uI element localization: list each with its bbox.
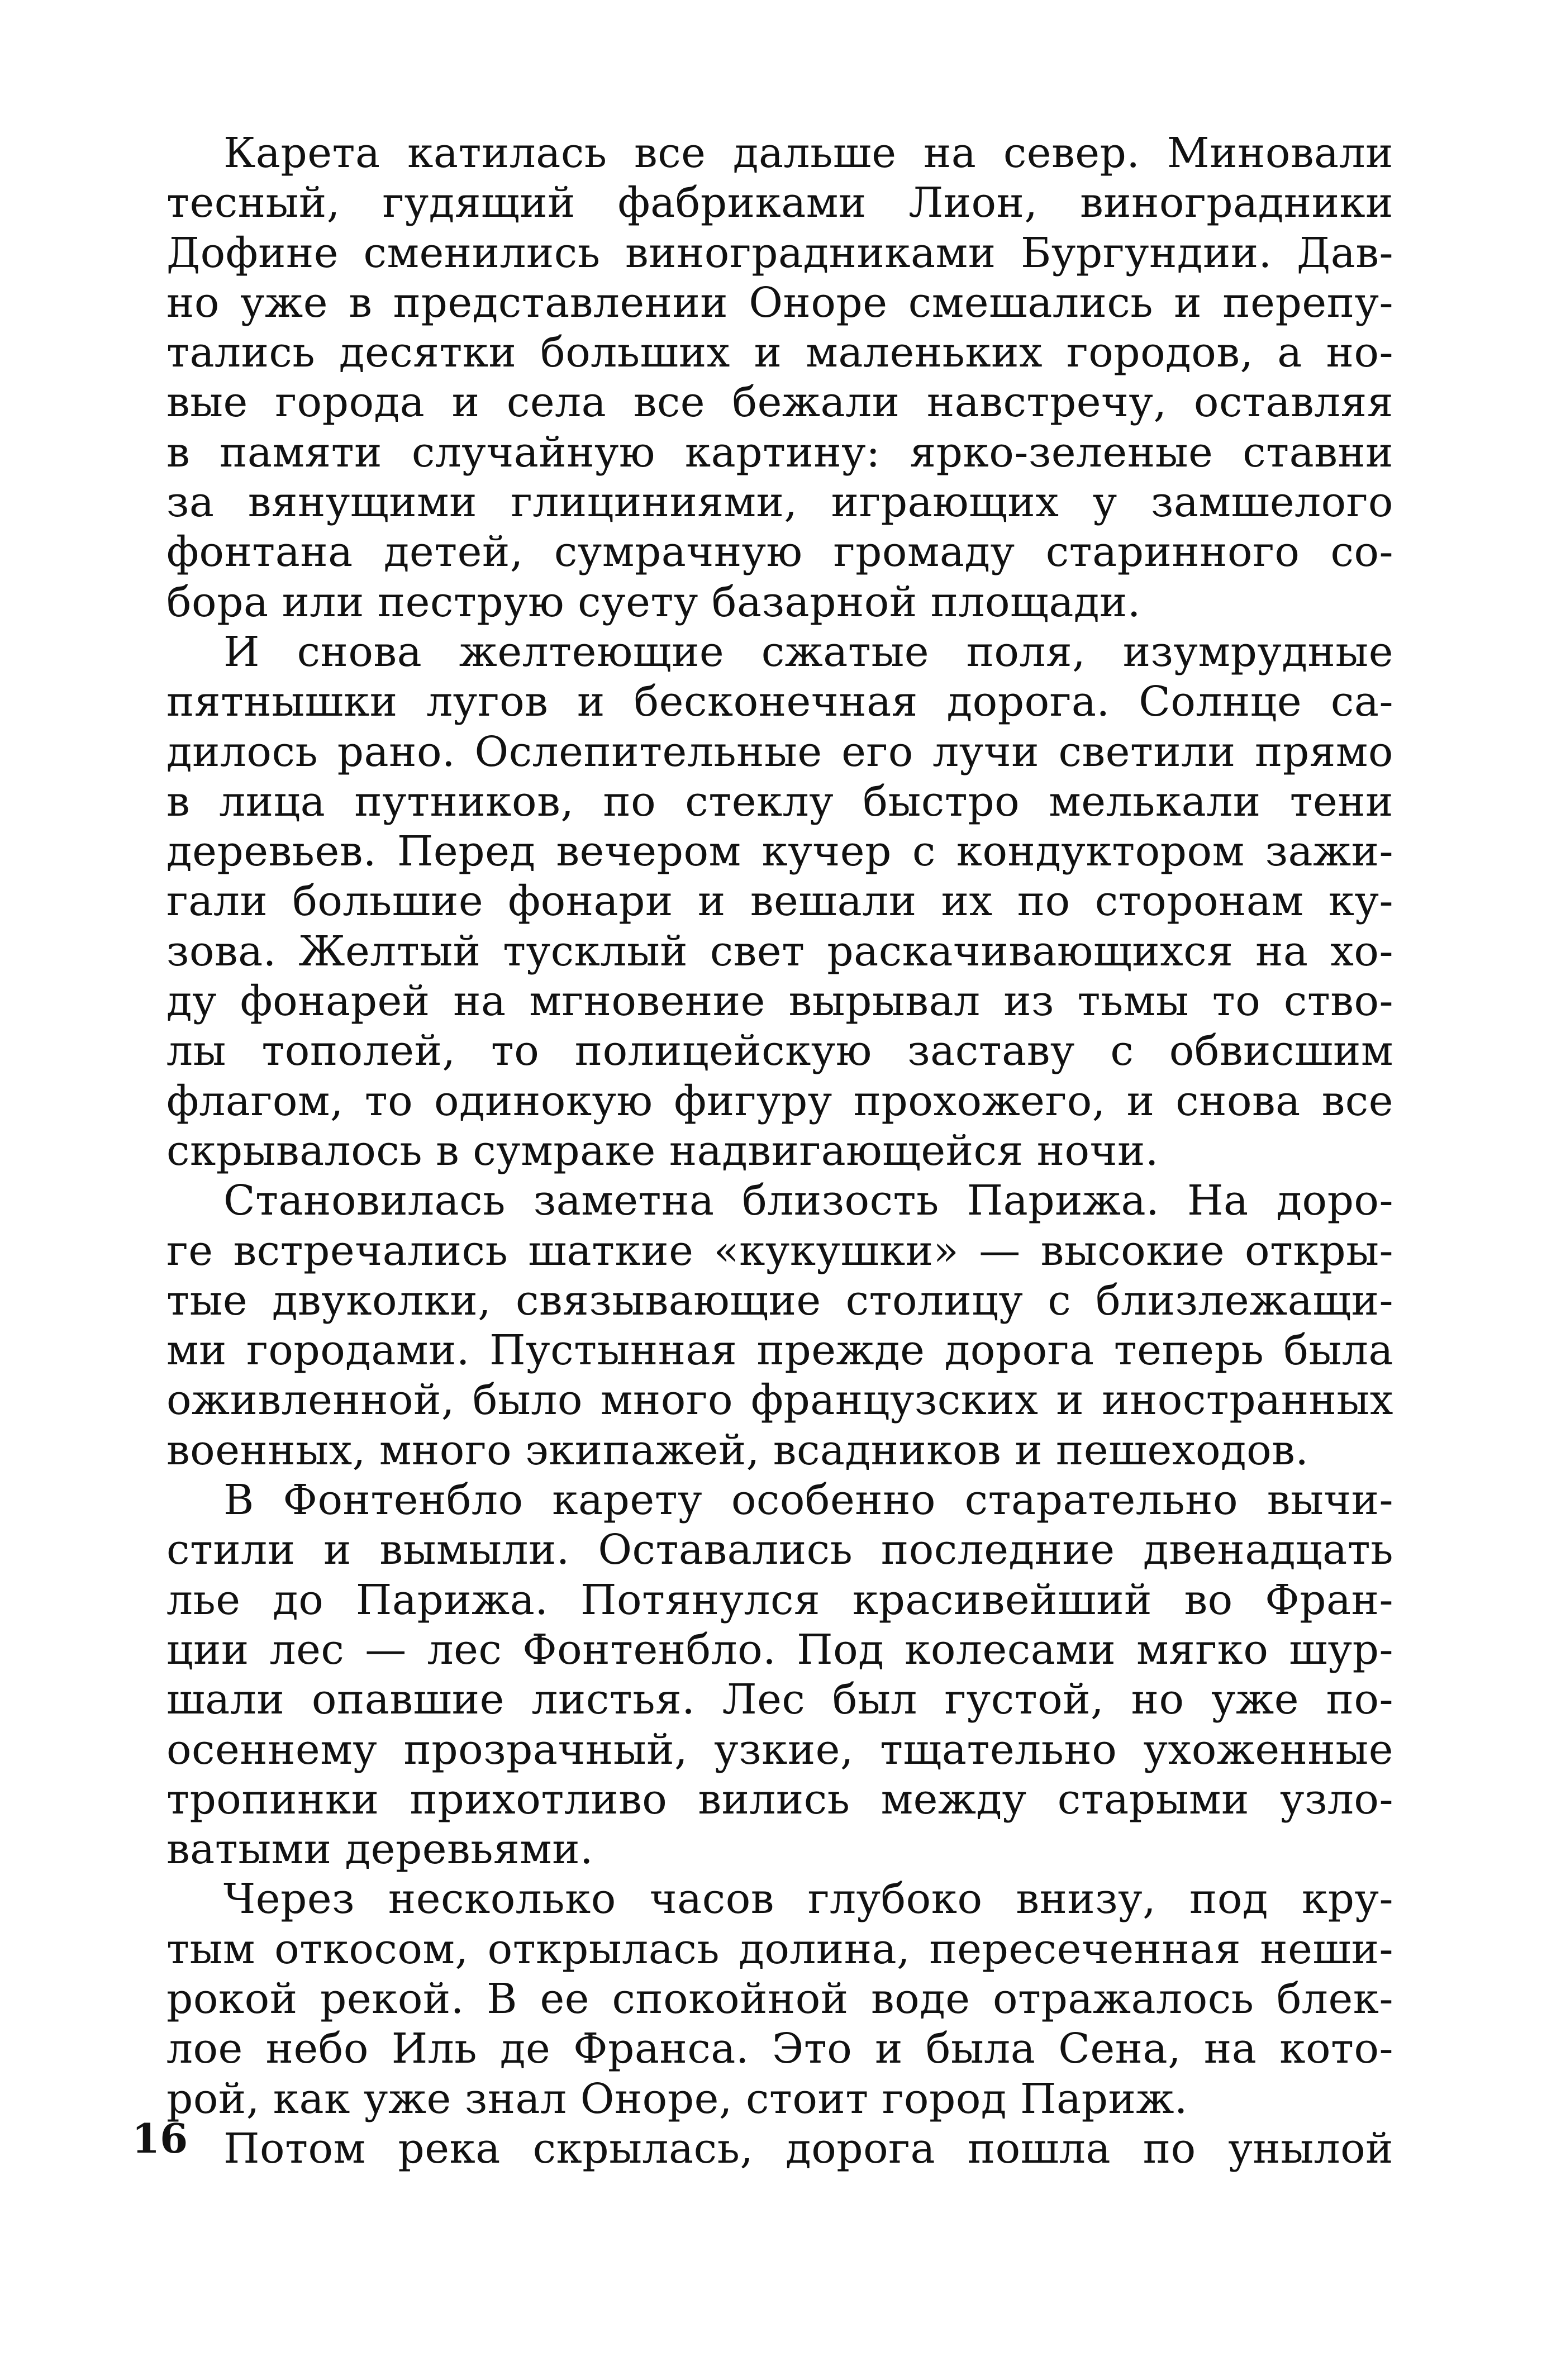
text-line: ге встречались шаткие «кукушки» — высокие откры-	[166, 1226, 1393, 1275]
text-line: тым откосом, открылась долина, пересеченная неши-	[166, 1925, 1393, 1973]
text-line: ми городами. Пустынная прежде дорога теперь была	[166, 1326, 1393, 1375]
text-line: осеннему прозрачный, узкие, тщательно ухоженные	[166, 1725, 1393, 1774]
text-line: флагом, то одинокую фигуру прохожего, и снова все	[166, 1077, 1393, 1125]
text-line: фонтана детей, сумрачную громаду старинного со-	[166, 528, 1393, 577]
text-line: Потом река скрылась, дорога пошла по унылой	[223, 2124, 1393, 2173]
text-line: лы тополей, то полицейскую заставу с обвисшим	[166, 1027, 1393, 1075]
text-line: в лица путников, по стеклу быстро мелькали тени	[166, 777, 1393, 826]
text-line: гали большие фонари и вешали их по сторонам ку-	[166, 877, 1393, 926]
text-line: ватыми деревьями.	[166, 1825, 594, 1874]
page-number: 16	[132, 2115, 188, 2162]
text-line: зова. Желтый тусклый свет раскачивающихся на хо-	[166, 927, 1393, 975]
text-line: тые двуколки, связывающие столицу с близлежащи-	[166, 1276, 1393, 1325]
text-line: тропинки прихотливо вились между старыми узло-	[166, 1775, 1393, 1824]
text-line: В Фонтенбло карету особенно старательно вычи-	[223, 1476, 1393, 1525]
text-line: тесный, гудящий фабриками Лион, виноградники	[166, 179, 1393, 227]
text-line: ду фонарей на мгновение вырывал из тьмы то ство-	[166, 977, 1393, 1026]
text-line: военных, много экипажей, всадников и пешеходов.	[166, 1426, 1309, 1474]
text-line: Дофине сменились виноградниками Бургундии. Дав-	[166, 229, 1393, 277]
text-line: лое небо Иль де Франса. Это и была Сена, на кото-	[166, 2025, 1393, 2073]
text-line: оживленной, было много французских и иностранных	[166, 1376, 1393, 1425]
text-line: шали опавшие листья. Лес был густой, но уже по-	[166, 1675, 1393, 1724]
text-line: И снова желтеющие сжатые поля, изумрудные	[223, 627, 1393, 676]
text-line: лье до Парижа. Потянулся красивейший во Фран-	[166, 1575, 1393, 1624]
text-line: дилось рано. Ослепительные его лучи светили прямо	[166, 727, 1393, 776]
text-line: но уже в представлении Оноре смешались и перепу-	[166, 278, 1393, 327]
page-body	[166, 128, 1393, 2174]
text-line: Через несколько часов глубоко внизу, под кру-	[223, 1875, 1393, 1924]
text-line: бора или пеструю суету базарной площади.	[166, 578, 1141, 626]
text-line: рой, как уже знал Оноре, стоит город Париж.	[166, 2074, 1188, 2123]
text-line: скрывалось в сумраке надвигающейся ночи.	[166, 1126, 1159, 1175]
text-line: стили и вымыли. Оставались последние двенадцать	[166, 1526, 1393, 1574]
text-line: рокой рекой. В ее спокойной воде отражалось блек-	[166, 1974, 1393, 2023]
text-line: пятнышки лугов и бесконечная дорога. Солнце са-	[166, 678, 1393, 726]
text-line: Карета катилась все дальше на север. Миновали	[223, 129, 1393, 177]
text-line: вые города и села все бежали навстречу, оставляя	[166, 378, 1393, 427]
text-line: в памяти случайную картину: ярко-зеленые ставни	[166, 428, 1393, 477]
text-line: ции лес — лес Фонтенбло. Под колесами мягко шур-	[166, 1625, 1393, 1674]
text-line: деревьев. Перед вечером кучер с кондуктором зажи-	[166, 827, 1393, 876]
text-line: Становилась заметна близость Парижа. На доро-	[223, 1177, 1393, 1225]
text-line: тались десятки больших и маленьких городов, а но-	[166, 329, 1393, 377]
text-line: за вянущими глициниями, играющих у замшелого	[166, 478, 1393, 527]
